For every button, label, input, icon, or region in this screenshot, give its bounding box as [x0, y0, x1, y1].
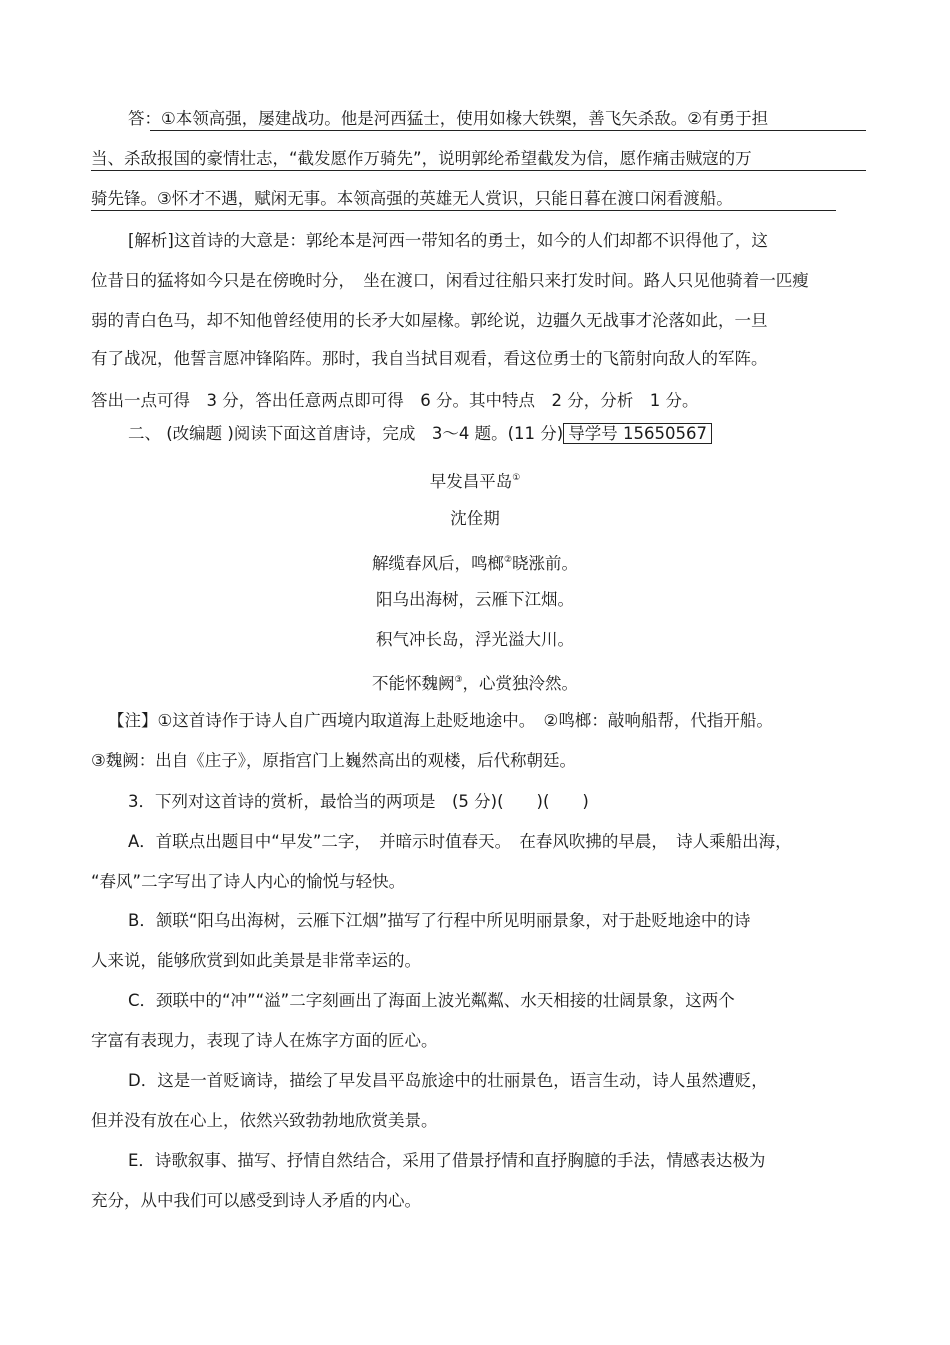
option-e-line-2: 充分，从中我们可以感受到诗人矛盾的内心。: [91, 1191, 421, 1210]
poem-author: 沈佺期: [450, 509, 500, 528]
poem-line-2: 阳乌出海树，云雁下江烟。: [376, 590, 574, 609]
guide-number-box: 导学号 15650567: [563, 423, 712, 444]
option-c-line-1: C．颈联中的“冲”“溢”二字刻画出了海面上波光粼粼、水天相接的壮阔景象，这两个: [128, 991, 735, 1010]
option-b-line-1: B．颔联“阳乌出海树，云雁下江烟”描写了行程中所见明丽景象，对于赴贬地途中的诗: [128, 911, 751, 930]
answer-underline-3: [91, 210, 836, 211]
option-d-line-1: D．这是一首贬谪诗，描绘了早发昌平岛旅途中的壮丽景色，语言生动，诗人虽然遭贬，: [128, 1071, 768, 1090]
option-c-line-2: 字富有表现力，表现了诗人在炼字方面的匠心。: [91, 1031, 438, 1050]
answer-line-3: 骑先锋。③怀才不遇，赋闲无事。本领高强的英雄无人赏识，只能日暮在渡口闲看渡船。: [91, 189, 733, 208]
poem-line-1-note-marker: ②: [503, 555, 513, 565]
answer-underline-2: [91, 170, 866, 171]
answer-line-2: 当、杀敌报国的豪情壮志，“截发愿作万骑先”，说明郭纶希望截发为信，愿作痛击贼寇的万: [91, 149, 752, 168]
option-a-line-1: A．首联点出题目中“早发”二字， 并暗示时值春天。 在春风吹拂的早晨， 诗人乘船出海，: [128, 832, 792, 851]
poem-title: [0, 467, 950, 493]
option-e-line-1: E．诗歌叙事、描写、抒情自然结合，采用了借景抒情和直抒胸臆的手法，情感表达极为: [128, 1151, 766, 1170]
poem-line-1-a: 解缆春风后，鸣榔: [371, 554, 504, 573]
poem-line-4-a: 不能怀魏阙: [371, 674, 455, 693]
notes-line-1: 【注】①这首诗作于诗人自广西境内取道海上赴贬地途中。 ②鸣榔：敲响船帮，代指开船。: [108, 711, 773, 730]
poem-line-3: 积气冲长岛，浮光溢大川。: [376, 630, 574, 649]
notes-line-2: ③魏阙：出自《庄子》，原指宫门上巍然高出的观楼，后代称朝廷。: [91, 751, 577, 770]
poem-line-1-b: 晓涨前。: [512, 554, 579, 573]
option-d-line-2: 但并没有放在心上，依然兴致勃勃地欣赏美景。: [91, 1111, 438, 1130]
poem-line-4: [0, 669, 950, 695]
section-heading: [128, 423, 712, 445]
poem-title-note-marker: ①: [512, 473, 521, 483]
poem-title-text: 早发昌平岛: [429, 472, 513, 491]
poem-line-4-b: ，心赏独泠然。: [462, 674, 579, 693]
section-heading-text: 二、 (改编题 )阅读下面这首唐诗，完成 3～4 题。(11 分): [128, 424, 564, 443]
analysis-line-1: [解析]这首诗的大意是：郭纶本是河西一带知名的勇士，如今的人们却都不识得他了，这: [128, 231, 768, 250]
question-3-stem: 3．下列对这首诗的赏析，最恰当的两项是 (5 分)( )( ): [128, 792, 589, 811]
poem-line-4-note-marker: ③: [454, 675, 463, 685]
option-b-line-2: 人来说，能够欣赏到如此美景是非常幸运的。: [91, 951, 421, 970]
answer-underline-1: [150, 130, 866, 131]
analysis-line-5: 答出一点可得 3 分，答出任意两点即可得 6 分。其中特点 2 分，分析 1 分。: [91, 391, 699, 410]
poem-line-1: [0, 549, 950, 575]
analysis-line-2: 位昔日的猛将如今只是在傍晚时分， 坐在渡口，闲看过往船只来打发时间。路人只见他骑着一匹瘦: [91, 271, 809, 290]
option-a-line-2: “春风”二字写出了诗人内心的愉悦与轻快。: [91, 872, 406, 891]
analysis-line-3: 弱的青白色马，却不知他曾经使用的长矛大如屋椽。郭纶说，边疆久无战事才沦落如此，一旦: [91, 311, 768, 330]
answer-line-1: 答：①本领高强，屡建战功。他是河西猛士，使用如椽大铁槊，善飞矢杀敌。②有勇于担: [128, 109, 769, 128]
analysis-line-4: 有了战况，他誓言愿冲锋陷阵。那时，我自当拭目观看，看这位勇士的飞箭射向敌人的军阵。: [91, 349, 768, 368]
